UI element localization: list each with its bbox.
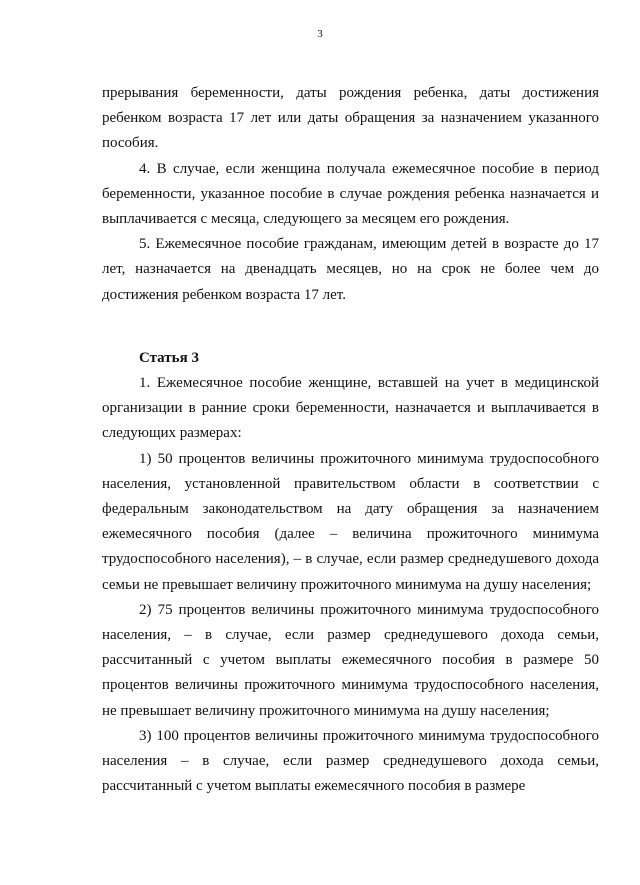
document-body (102, 81, 599, 799)
paragraph-item-5: 5. Ежемесячное пособие гражданам, имеющим детей в возрасте до 17 лет, назначается на двенадцать месяцев, но на срок не более чем до достижения ребенком возраста 17 лет. (102, 236, 599, 303)
paragraph-article-3-item-1: 1. Ежемесячное пособие женщине, вставшей на учет в медицинской организации в ранние сроки беременности, назначается и выплачивается в следующих размерах: (102, 375, 599, 442)
paragraph-continuation: прерывания беременности, даты рождения ребенка, даты достижения ребенком возраста 17 лет или даты обращения за назначением указанного пособия. (102, 85, 599, 152)
article-heading: Статья 3 (139, 349, 199, 366)
paragraph-subitem-3: 3) 100 процентов величины прожиточного минимума трудоспособного населения – в случае, если размер среднедушевого дохода семьи, рассчитанный с учетом выплаты ежемесячного пособия в размере (102, 727, 599, 795)
paragraph-subitem-1: 1) 50 процентов величины прожиточного минимума трудоспособного населения, установленной правительством области в соответствии с федеральным законодательством на дату обращения за назначением ежемесячного пособия (далее – величина прожиточного минимума трудоспособного населения), – в случае, если размер среднедушевого дохода семьи не превышает величину прожиточного минимума на душу населения; (102, 450, 599, 593)
page-number: 3 (317, 28, 323, 40)
paragraph-subitem-2: 2) 75 процентов величины прожиточного минимума трудоспособного населения, – в случае, если размер среднедушевого дохода семьи, рассчитанный с учетом выплаты ежемесячного пособия в размере 50 процентов величины прожиточного минимума трудоспособного населения, не превышает величину прожиточного минимума на душу населения; (102, 601, 599, 719)
paragraph-item-4: 4. В случае, если женщина получала ежемесячное пособие в период беременности, указанное пособие в случае рождения ребенка назначается и выплачивается с месяца, следующего за месяцем его рождения. (102, 160, 599, 228)
